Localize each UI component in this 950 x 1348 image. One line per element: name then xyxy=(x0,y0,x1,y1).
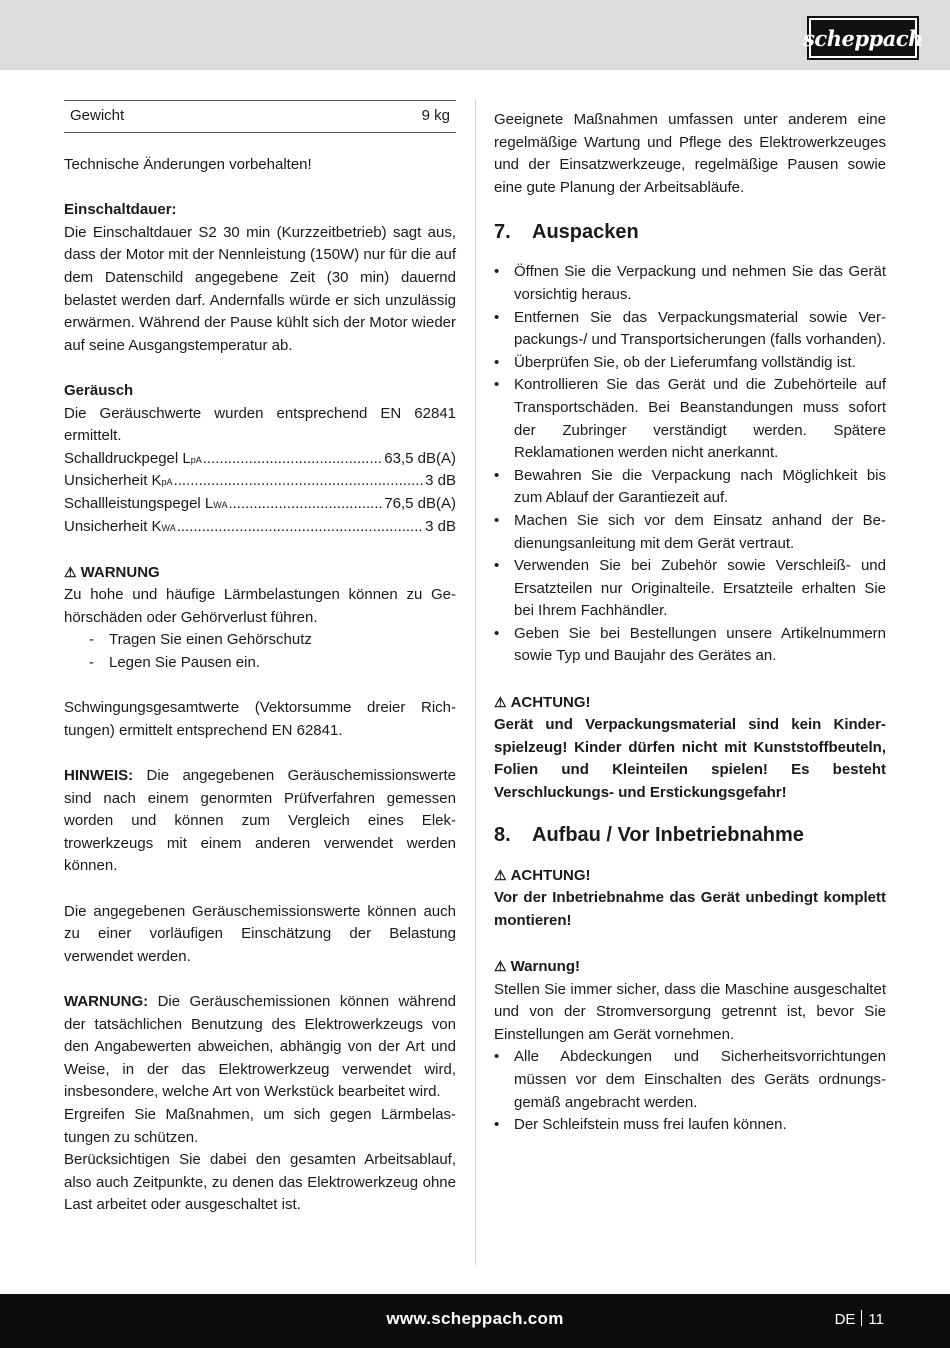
page-header xyxy=(0,0,950,70)
noise-row: Unsicherheit K WA ..... 3 dB xyxy=(64,516,456,539)
warning-triangle-icon: ⚠ xyxy=(64,563,77,580)
noise-heading: Geräusch xyxy=(64,381,134,399)
attention-text: Gerät und Verpackungsmaterial sind kein Kinderspielzeug! Kinder dürfen nicht mit Kunststoffbeuteln, Folien und Kleinteilen spielen! Es besteht Verschluckungs- und Erstickungsgefahr! xyxy=(494,716,886,802)
attention-heading: ⚠ ACHTUNG! xyxy=(494,864,886,888)
warning-triangle-icon: ⚠ xyxy=(494,958,507,974)
brand-logo: scheppach xyxy=(807,16,919,60)
warning-triangle-icon: ⚠ xyxy=(494,866,507,883)
right-column xyxy=(494,100,886,1137)
warning-triangle-icon: ⚠ xyxy=(494,693,507,710)
list-item: • Alle Abdeckungen und Sicherheitsvorrichtungen müssen vor dem Einschalten des Geräts ordnungsgemäß angebracht werden. xyxy=(494,1046,886,1114)
page-indicator: DE 11 xyxy=(834,1311,884,1328)
warning-heading: ⚠ Warnung! xyxy=(494,955,886,979)
noise-text: Die Geräuschwerte wurden entsprechend EN 62841 ermittelt. xyxy=(64,404,456,445)
list-item: • Geben Sie bei Bestellungen unsere Artikelnummern sowie Typ und Baujahr des Gerätes an. xyxy=(494,623,886,668)
duty-text: Die Einschaltdauer S2 30 min (Kurzzeitbetrieb) sagt aus, dass der Motor mit der Nennleistung (150W) nur für die auf dem Datenschild angegebene Zeit (30 min) dauernd belastet werden darf. Andernfalls würde er sich unzulässig erwärmen. Während der Pause kühlt sich der Motor wieder auf seine Ausgangstemperatur ab. xyxy=(64,223,456,354)
spec-row xyxy=(64,100,456,133)
noise-row: Schallleistungspegel L WA ..... 76,5 dB(A) xyxy=(64,493,456,516)
list-item: • Entfernen Sie das Verpackungsmaterial sowie Verpackungs-/ und Transportsicherungen (falls vorhanden). xyxy=(494,307,886,352)
noise-row: Schalldruckpegel L pA ..... 63,5 dB(A) xyxy=(64,448,456,471)
measures-text: Ergreifen Sie Maßnahmen, um sich gegen Lärmbelastungen zu schützen. xyxy=(64,1105,456,1146)
vibration-text: Schwingungsgesamtwerte (Vektorsumme dreier Richtungen) ermittelt entsprechend EN 62841. xyxy=(64,699,456,739)
unpacking-list xyxy=(494,261,886,668)
list-item: • Machen Sie sich vor dem Einsatz anhand der Bedienungsanleitung mit dem Gerät vertraut. xyxy=(494,510,886,555)
warning-heading: ⚠ WARNUNG xyxy=(64,561,456,585)
list-item: • Überprüfen Sie, ob der Lieferumfang vollständig ist. xyxy=(494,352,886,375)
column-divider xyxy=(475,100,476,1265)
duty-heading: Einschaltdauer: xyxy=(64,201,177,219)
warning2-paragraph: WARNUNG: Die Geräuschemissionen können während der tatsächlichen Benutzung des Elektrowerkzeugs von den Angabewerten abweichen, abhängig von der Art und Weise, in der das Elektrowerkzeug verwendet wird, insbesondere, welche Art von Werkstück bearbeitet wird. xyxy=(64,992,456,1101)
hint-paragraph: HINWEIS: Die angegebenen Geräuschemissionswerte sind nach einem genormten Prüfverfahren gemessen worden und können zum Vergleich eines Elektrowerkzeugs mit einem anderen verwendet werden können. xyxy=(64,767,456,875)
changes-note: Technische Änderungen vorbehalten! xyxy=(64,156,312,173)
attention-text: Vor der Inbetriebnahme das Gerät unbedingt komplett montieren! xyxy=(494,889,886,929)
list-item: • Bewahren Sie die Verpackung nach Möglichkeit bis zum Ablauf der Garantiezeit auf. xyxy=(494,465,886,510)
spec-value: 9 kg xyxy=(421,107,450,125)
list-item: - Legen Sie Pausen ein. xyxy=(89,654,260,672)
warning-text: Zu hohe und häufige Lärmbelastungen können zu Gehörschäden oder Gehörverlust führen. xyxy=(64,586,456,626)
list-item: • Öffnen Sie die Verpackung und nehmen Sie das Gerät vorsichtig heraus. xyxy=(494,261,886,306)
noise-row: Unsicherheit K pA ..... 3 dB xyxy=(64,470,456,493)
page-footer xyxy=(0,1294,950,1348)
list-item: • Verwenden Sie bei Zubehör sowie Verschleiß- und Ersatzteilen nur Originalteile. Ersatzteile erhalten Sie bei Ihrem Fachhändler. xyxy=(494,555,886,623)
consider-text: Berücksichtigen Sie dabei den gesamten Arbeitsablauf, also auch Zeitpunkte, zu denen das Elektrowerkzeug ohne Last arbeitet oder ausgeschaltet ist. xyxy=(64,1151,456,1214)
estimate-text: Die angegebenen Geräuschemissionswerte können auch zu einer vorläufigen Einschätzung der Belastung verwendet werden. xyxy=(64,902,456,965)
list-item: - Tragen Sie einen Gehörschutz xyxy=(89,631,312,649)
warning-text: Stellen Sie immer sicher, dass die Maschine ausgeschaltet und von der Stromversorgung getrennt ist, bevor Sie Einstellungen am Gerät vornehmen. xyxy=(494,980,886,1043)
list-item: • Kontrollieren Sie das Gerät und die Zubehörteile auf Transportschäden. Bei Beanstandungen muss sofort der Zubringer verständigt werden. Spätere Reklamationen werden nicht anerkannt. xyxy=(494,374,886,464)
assembly-list xyxy=(494,1046,886,1136)
intro-text: Geeignete Maßnahmen umfassen unter anderem eine regelmäßige Wartung und Pflege des Elektrowerkzeuges und der Einsatzwerkzeuge, regelmäßige Pausen sowie eine gute Planung der Arbeitsabläufe. xyxy=(494,111,886,196)
section-7-heading: 7. Auspacken xyxy=(494,221,639,244)
section-8-heading: 8. Aufbau / Vor Inbetriebnahme xyxy=(494,823,804,846)
website-link[interactable]: www.scheppach.com xyxy=(386,1309,564,1328)
left-column xyxy=(64,100,456,1217)
list-item: • Der Schleifstein muss frei laufen können. xyxy=(494,1114,886,1137)
attention-heading: ⚠ ACHTUNG! xyxy=(494,691,886,715)
spec-label: Gewicht xyxy=(70,107,125,125)
